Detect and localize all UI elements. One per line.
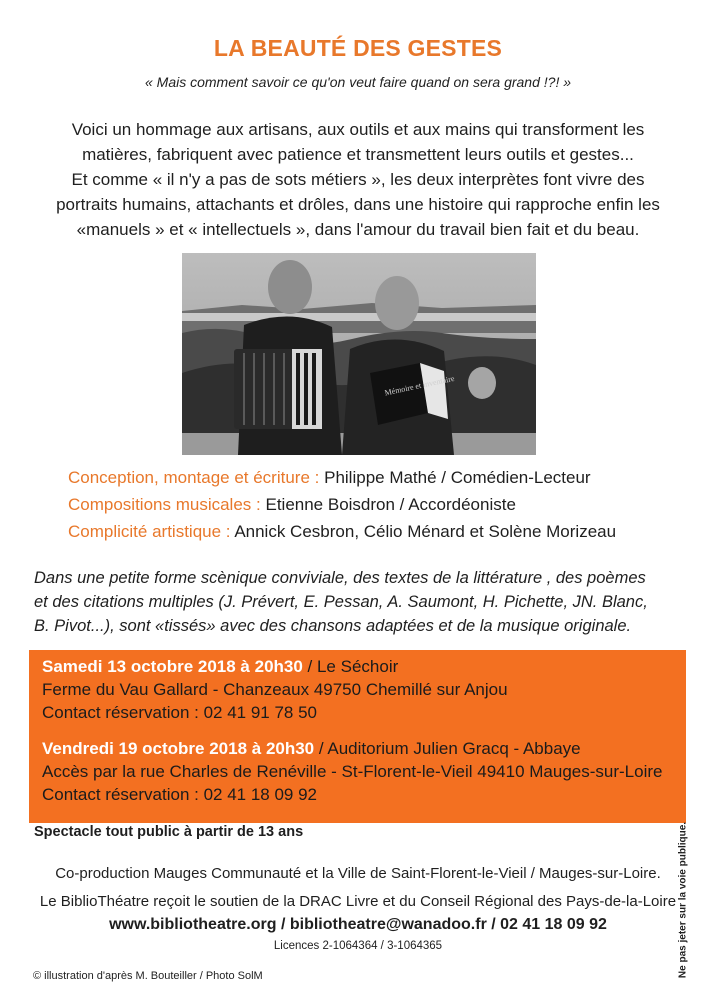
- description-line: B. Pivot...), sont «tissés» avec des chansons adaptées et de la musique originale.: [34, 617, 632, 635]
- contact-line[interactable]: www.bibliotheatre.org / bibliotheatre@wanadoo.fr / 02 41 18 09 92: [109, 916, 607, 933]
- litter-notice: [672, 821, 694, 979]
- credit-person: Etienne Boisdron / Accordéoniste: [265, 495, 516, 514]
- credit-role: Conception, montage et écriture :: [68, 468, 320, 487]
- credit-row: [68, 464, 688, 491]
- description-line: et des citations multiples (J. Prévert, E. Pessan, A. Saumont, H. Pichette, JN. Blanc,: [34, 593, 648, 611]
- page-title: LA BEAUTÉ DES GESTES: [213, 35, 503, 61]
- intro-line: matières, fabriquent avec patience et transmettent leurs outils et gestes...: [82, 145, 634, 164]
- credit-row: [68, 491, 688, 518]
- event-address: Ferme du Vau Gallard - Chanzeaux 49750 Chemillé sur Anjou: [42, 680, 508, 699]
- intro-line: «manuels » et « intellectuels », dans l'amour du travail bien fait et du beau.: [76, 220, 640, 239]
- support-credit: Le BiblioThéatre reçoit le soutien de la DRAC Livre et du Conseil Régional des Pays-de-la-Loire: [39, 893, 677, 910]
- audience-note: Spectacle tout public à partir de 13 ans: [34, 824, 304, 840]
- event-venue: / Auditorium Julien Gracq - Abbaye: [314, 739, 581, 758]
- credit-role: Complicité artistique :: [68, 522, 231, 541]
- performers-photo: [182, 253, 536, 455]
- credit-role: Compositions musicales :: [68, 495, 261, 514]
- event-dates-band: [29, 650, 686, 823]
- event-2-heading: [42, 739, 581, 759]
- event-date: Samedi 13 octobre 2018 à 20h30: [42, 657, 303, 676]
- intro-line: Voici un hommage aux artisans, aux outils et aux mains qui transforment les: [71, 120, 645, 139]
- event-address: Accès par la rue Charles de Renéville - St-Florent-le-Vieil 49410 Mauges-sur-Loire: [42, 762, 663, 781]
- intro-line: Et comme « il n'y a pas de sots métiers », les deux interprètes font vivre des: [71, 170, 645, 189]
- licences-line: Licences 2-1064364 / 3-1064365: [273, 940, 443, 952]
- event-1-heading: [42, 657, 398, 677]
- photo-copyright: © illustration d'après M. Bouteiller / Photo SolM: [33, 970, 263, 982]
- intro-paragraph: [40, 117, 676, 242]
- credit-person: Philippe Mathé / Comédien-Lecteur: [324, 468, 591, 487]
- credit-row: [68, 518, 688, 545]
- book-cover-title: Mémoire et inventaire: [383, 373, 456, 398]
- description-line: Dans une petite forme scènique conviviale, des textes de la littérature , des poèmes: [34, 569, 646, 587]
- credit-person: Annick Cesbron, Célio Ménard et Solène Morizeau: [234, 522, 617, 541]
- event-contact: Contact réservation : 02 41 91 78 50: [42, 703, 318, 722]
- show-description: [34, 566, 686, 638]
- event-venue: / Le Séchoir: [302, 657, 399, 676]
- litter-notice-text: Ne pas jeter sur la voie publique.: [677, 821, 689, 979]
- tagline-quote: « Mais comment savoir ce qu'on veut faire quand on sera grand !?! »: [144, 74, 572, 90]
- coproduction-credit: Co-production Mauges Communauté et la Ville de Saint-Florent-le-Vieil / Mauges-sur-Loire.: [55, 865, 661, 882]
- event-date: Vendredi 19 octobre 2018 à 20h30: [42, 739, 315, 758]
- intro-line: portraits humains, attachants et drôles, dans une histoire qui rapproche enfin les: [56, 195, 660, 214]
- event-contact: Contact réservation : 02 41 18 09 92: [42, 785, 318, 804]
- credits-list: [68, 464, 688, 545]
